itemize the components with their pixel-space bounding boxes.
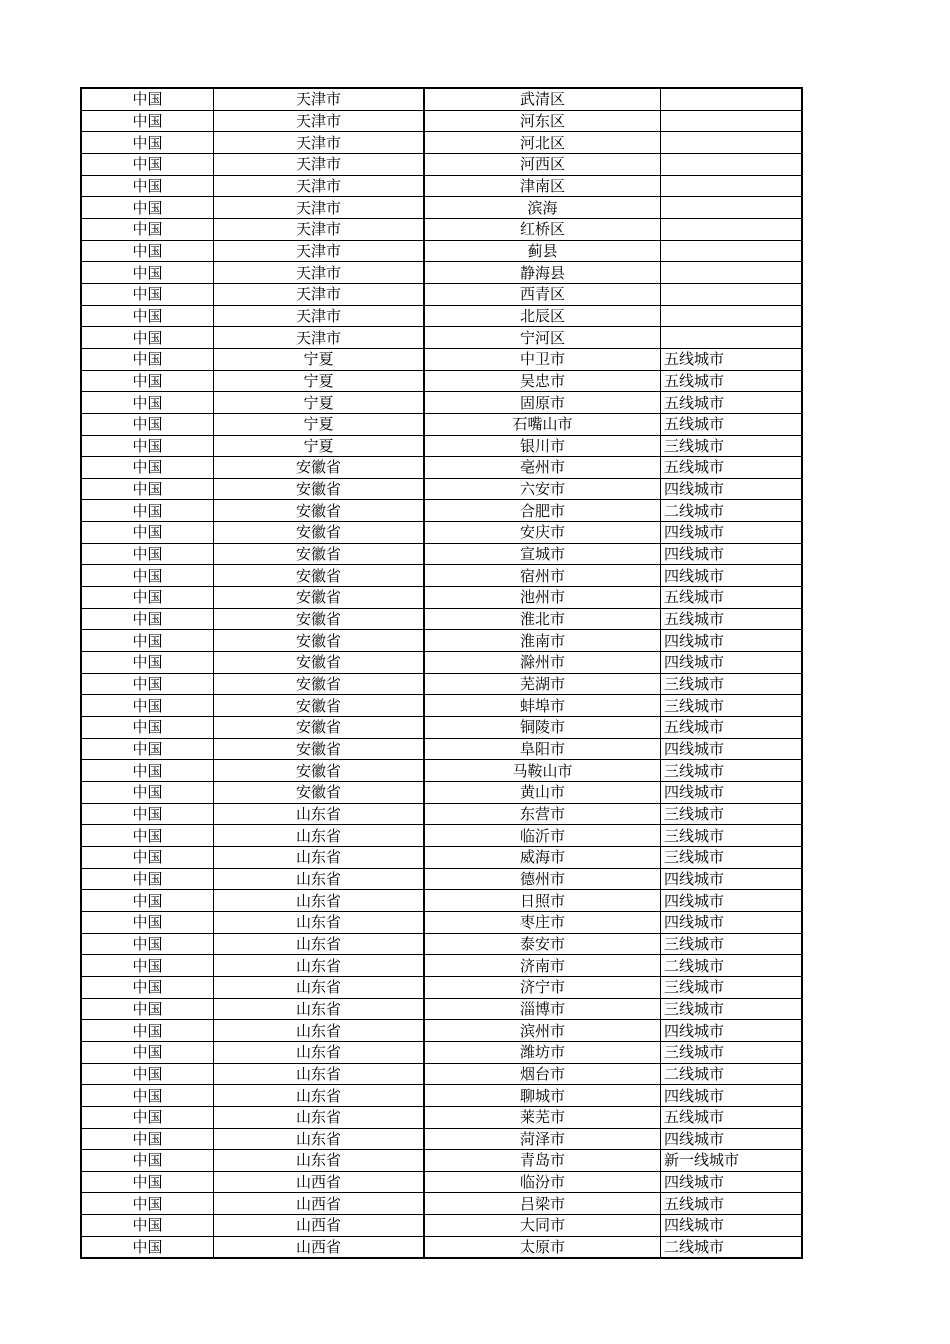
city-cell[interactable]: 马鞍山市 — [424, 760, 661, 782]
tier-cell[interactable]: 五线城市 — [661, 1193, 803, 1215]
country-cell[interactable]: 中国 — [81, 132, 214, 154]
tier-cell[interactable] — [661, 153, 803, 175]
table-row — [81, 457, 802, 479]
tier-cell[interactable]: 五线城市 — [661, 370, 803, 392]
table-row — [81, 392, 802, 414]
country-cell[interactable]: 中国 — [81, 1236, 214, 1258]
country-cell[interactable]: 中国 — [81, 327, 214, 349]
country-cell[interactable]: 中国 — [81, 175, 214, 197]
tier-cell[interactable]: 三线城市 — [661, 825, 803, 847]
province-cell[interactable]: 山东省 — [214, 825, 425, 847]
country-cell[interactable]: 中国 — [81, 695, 214, 717]
country-cell[interactable]: 中国 — [81, 565, 214, 587]
city-cell[interactable]: 中卫市 — [424, 348, 661, 370]
country-cell[interactable]: 中国 — [81, 392, 214, 414]
country-cell[interactable]: 中国 — [81, 630, 214, 652]
tier-cell[interactable] — [661, 132, 803, 154]
tier-cell[interactable]: 五线城市 — [661, 392, 803, 414]
country-cell[interactable]: 中国 — [81, 197, 214, 219]
country-cell[interactable]: 中国 — [81, 1041, 214, 1063]
province-cell[interactable]: 安徽省 — [214, 478, 425, 500]
tier-cell[interactable]: 四线城市 — [661, 543, 803, 565]
table-row — [81, 933, 802, 955]
province-cell[interactable]: 山东省 — [214, 976, 425, 998]
table-row — [81, 652, 802, 674]
city-cell[interactable]: 枣庄市 — [424, 911, 661, 933]
country-cell[interactable]: 中国 — [81, 522, 214, 544]
tier-cell[interactable] — [661, 240, 803, 262]
table-row — [81, 587, 802, 609]
table-row — [81, 218, 802, 240]
province-cell[interactable]: 山东省 — [214, 1041, 425, 1063]
province-cell[interactable]: 安徽省 — [214, 608, 425, 630]
country-cell[interactable]: 中国 — [81, 1193, 214, 1215]
city-cell[interactable]: 济南市 — [424, 955, 661, 977]
city-cell[interactable]: 西青区 — [424, 283, 661, 305]
country-cell[interactable]: 中国 — [81, 500, 214, 522]
country-cell[interactable]: 中国 — [81, 846, 214, 868]
table-row — [81, 782, 802, 804]
table-row — [81, 522, 802, 544]
province-cell[interactable]: 山西省 — [214, 1215, 425, 1237]
table-row — [81, 305, 802, 327]
country-cell[interactable]: 中国 — [81, 457, 214, 479]
city-cell[interactable]: 青岛市 — [424, 1150, 661, 1172]
table-row — [81, 760, 802, 782]
province-cell[interactable]: 山东省 — [214, 803, 425, 825]
country-cell[interactable]: 中国 — [81, 413, 214, 435]
table-row — [81, 803, 802, 825]
province-cell[interactable]: 安徽省 — [214, 587, 425, 609]
table-row — [81, 110, 802, 132]
city-cell[interactable]: 石嘴山市 — [424, 413, 661, 435]
city-cell[interactable]: 滨州市 — [424, 1020, 661, 1042]
city-cell[interactable]: 铜陵市 — [424, 717, 661, 739]
city-cell[interactable]: 吴忠市 — [424, 370, 661, 392]
province-cell[interactable]: 山东省 — [214, 998, 425, 1020]
province-cell[interactable]: 天津市 — [214, 262, 425, 284]
tier-cell[interactable]: 二线城市 — [661, 955, 803, 977]
province-cell[interactable]: 天津市 — [214, 153, 425, 175]
city-cell[interactable]: 济宁市 — [424, 976, 661, 998]
province-cell[interactable]: 天津市 — [214, 327, 425, 349]
country-cell[interactable]: 中国 — [81, 348, 214, 370]
country-cell[interactable]: 中国 — [81, 803, 214, 825]
table-row — [81, 435, 802, 457]
province-cell[interactable]: 安徽省 — [214, 652, 425, 674]
table-row — [81, 153, 802, 175]
table-row — [81, 1150, 802, 1172]
city-cell[interactable]: 河东区 — [424, 110, 661, 132]
city-cell[interactable]: 聊城市 — [424, 1085, 661, 1107]
tier-cell[interactable]: 二线城市 — [661, 500, 803, 522]
city-cell[interactable]: 芜湖市 — [424, 673, 661, 695]
country-cell[interactable]: 中国 — [81, 543, 214, 565]
country-cell[interactable]: 中国 — [81, 218, 214, 240]
city-cell[interactable]: 吕梁市 — [424, 1193, 661, 1215]
country-cell[interactable]: 中国 — [81, 933, 214, 955]
tier-cell[interactable]: 四线城市 — [661, 1085, 803, 1107]
province-cell[interactable]: 安徽省 — [214, 500, 425, 522]
country-cell[interactable]: 中国 — [81, 1106, 214, 1128]
city-cell[interactable]: 太原市 — [424, 1236, 661, 1258]
table-row — [81, 283, 802, 305]
tier-cell[interactable]: 三线城市 — [661, 976, 803, 998]
country-cell[interactable]: 中国 — [81, 717, 214, 739]
tier-cell[interactable]: 三线城市 — [661, 673, 803, 695]
province-cell[interactable]: 宁夏 — [214, 348, 425, 370]
country-cell[interactable]: 中国 — [81, 478, 214, 500]
province-cell[interactable]: 山东省 — [214, 868, 425, 890]
province-cell[interactable]: 山西省 — [214, 1193, 425, 1215]
country-cell[interactable]: 中国 — [81, 1128, 214, 1150]
province-cell[interactable]: 安徽省 — [214, 760, 425, 782]
tier-cell[interactable] — [661, 88, 803, 110]
table-row — [81, 1236, 802, 1258]
province-cell[interactable]: 宁夏 — [214, 413, 425, 435]
province-cell[interactable]: 安徽省 — [214, 522, 425, 544]
country-cell[interactable]: 中国 — [81, 305, 214, 327]
table-row — [81, 998, 802, 1020]
country-cell[interactable]: 中国 — [81, 587, 214, 609]
city-cell[interactable]: 合肥市 — [424, 500, 661, 522]
table-row — [81, 695, 802, 717]
province-cell[interactable]: 山东省 — [214, 933, 425, 955]
city-cell[interactable]: 泰安市 — [424, 933, 661, 955]
tier-cell[interactable]: 三线城市 — [661, 760, 803, 782]
city-cell[interactable]: 蚌埠市 — [424, 695, 661, 717]
city-cell[interactable]: 威海市 — [424, 846, 661, 868]
city-cell[interactable]: 烟台市 — [424, 1063, 661, 1085]
tier-cell[interactable] — [661, 283, 803, 305]
province-cell[interactable]: 山东省 — [214, 955, 425, 977]
tier-cell[interactable]: 四线城市 — [661, 782, 803, 804]
tier-cell[interactable] — [661, 218, 803, 240]
tier-cell[interactable]: 五线城市 — [661, 1106, 803, 1128]
country-cell[interactable]: 中国 — [81, 911, 214, 933]
tier-cell[interactable]: 五线城市 — [661, 457, 803, 479]
tier-cell[interactable]: 五线城市 — [661, 413, 803, 435]
province-cell[interactable]: 安徽省 — [214, 717, 425, 739]
city-cell[interactable]: 淄博市 — [424, 998, 661, 1020]
country-cell[interactable]: 中国 — [81, 738, 214, 760]
tier-cell[interactable]: 四线城市 — [661, 565, 803, 587]
province-cell[interactable]: 安徽省 — [214, 738, 425, 760]
tier-cell[interactable]: 四线城市 — [661, 630, 803, 652]
city-cell[interactable]: 德州市 — [424, 868, 661, 890]
table-row — [81, 565, 802, 587]
city-cell[interactable]: 池州市 — [424, 587, 661, 609]
table-row — [81, 868, 802, 890]
country-cell[interactable]: 中国 — [81, 283, 214, 305]
province-cell[interactable]: 安徽省 — [214, 630, 425, 652]
province-cell[interactable]: 山东省 — [214, 890, 425, 912]
table-row — [81, 500, 802, 522]
province-cell[interactable]: 山东省 — [214, 1063, 425, 1085]
country-cell[interactable]: 中国 — [81, 1085, 214, 1107]
city-cell[interactable]: 武清区 — [424, 88, 661, 110]
city-cell[interactable]: 莱芜市 — [424, 1106, 661, 1128]
table-row — [81, 240, 802, 262]
province-cell[interactable]: 安徽省 — [214, 673, 425, 695]
table-row — [81, 543, 802, 565]
country-cell[interactable]: 中国 — [81, 673, 214, 695]
city-cell[interactable]: 临沂市 — [424, 825, 661, 847]
city-cell[interactable]: 固原市 — [424, 392, 661, 414]
table-row — [81, 630, 802, 652]
tier-cell[interactable]: 三线城市 — [661, 1041, 803, 1063]
tier-cell[interactable]: 四线城市 — [661, 1215, 803, 1237]
city-cell[interactable]: 河西区 — [424, 153, 661, 175]
tier-cell[interactable]: 二线城市 — [661, 1063, 803, 1085]
tier-cell[interactable]: 四线城市 — [661, 522, 803, 544]
country-cell[interactable]: 中国 — [81, 1150, 214, 1172]
tier-cell[interactable]: 新一线城市 — [661, 1150, 803, 1172]
table-row — [81, 370, 802, 392]
city-cell[interactable]: 静海县 — [424, 262, 661, 284]
tier-cell[interactable]: 四线城市 — [661, 1128, 803, 1150]
province-cell[interactable]: 天津市 — [214, 197, 425, 219]
province-cell[interactable]: 安徽省 — [214, 565, 425, 587]
city-cell[interactable]: 河北区 — [424, 132, 661, 154]
province-cell[interactable]: 安徽省 — [214, 457, 425, 479]
city-cell[interactable]: 宁河区 — [424, 327, 661, 349]
city-cell[interactable]: 亳州市 — [424, 457, 661, 479]
tier-cell[interactable]: 五线城市 — [661, 348, 803, 370]
country-cell[interactable]: 中国 — [81, 782, 214, 804]
province-cell[interactable]: 山东省 — [214, 1020, 425, 1042]
table-row — [81, 348, 802, 370]
province-cell[interactable]: 山东省 — [214, 1128, 425, 1150]
table-row — [81, 478, 802, 500]
country-cell[interactable]: 中国 — [81, 890, 214, 912]
city-cell[interactable]: 淮北市 — [424, 608, 661, 630]
country-cell[interactable]: 中国 — [81, 955, 214, 977]
province-cell[interactable]: 安徽省 — [214, 695, 425, 717]
table-row — [81, 1215, 802, 1237]
table-row — [81, 846, 802, 868]
table-row — [81, 825, 802, 847]
city-tier-table — [80, 87, 803, 1259]
city-cell[interactable]: 日照市 — [424, 890, 661, 912]
city-cell[interactable]: 蓟县 — [424, 240, 661, 262]
province-cell[interactable]: 宁夏 — [214, 370, 425, 392]
tier-cell[interactable]: 四线城市 — [661, 738, 803, 760]
table-row — [81, 1063, 802, 1085]
province-cell[interactable]: 宁夏 — [214, 392, 425, 414]
province-cell[interactable]: 山西省 — [214, 1236, 425, 1258]
country-cell[interactable]: 中国 — [81, 240, 214, 262]
table-body — [81, 88, 802, 1258]
country-cell[interactable]: 中国 — [81, 998, 214, 1020]
city-cell[interactable]: 红桥区 — [424, 218, 661, 240]
province-cell[interactable]: 山东省 — [214, 911, 425, 933]
city-cell[interactable]: 黄山市 — [424, 782, 661, 804]
table-row — [81, 262, 802, 284]
tier-cell[interactable]: 三线城市 — [661, 846, 803, 868]
tier-cell[interactable] — [661, 197, 803, 219]
province-cell[interactable]: 天津市 — [214, 218, 425, 240]
country-cell[interactable]: 中国 — [81, 110, 214, 132]
country-cell[interactable]: 中国 — [81, 1020, 214, 1042]
city-cell[interactable]: 阜阳市 — [424, 738, 661, 760]
table-row — [81, 890, 802, 912]
tier-cell[interactable]: 五线城市 — [661, 717, 803, 739]
table-row — [81, 1106, 802, 1128]
province-cell[interactable]: 天津市 — [214, 175, 425, 197]
table-row — [81, 911, 802, 933]
city-cell[interactable]: 临汾市 — [424, 1171, 661, 1193]
city-cell[interactable]: 滨海 — [424, 197, 661, 219]
tier-cell[interactable]: 三线城市 — [661, 435, 803, 457]
country-cell[interactable]: 中国 — [81, 825, 214, 847]
tier-cell[interactable]: 四线城市 — [661, 1020, 803, 1042]
province-cell[interactable]: 山东省 — [214, 1106, 425, 1128]
tier-cell[interactable]: 三线城市 — [661, 998, 803, 1020]
table-row — [81, 1171, 802, 1193]
city-cell[interactable]: 北辰区 — [424, 305, 661, 327]
tier-cell[interactable]: 四线城市 — [661, 1171, 803, 1193]
province-cell[interactable]: 天津市 — [214, 305, 425, 327]
tier-cell[interactable]: 四线城市 — [661, 652, 803, 674]
country-cell[interactable]: 中国 — [81, 760, 214, 782]
province-cell[interactable]: 宁夏 — [214, 435, 425, 457]
tier-cell[interactable]: 四线城市 — [661, 478, 803, 500]
province-cell[interactable]: 安徽省 — [214, 543, 425, 565]
table-row — [81, 717, 802, 739]
province-cell[interactable]: 山东省 — [214, 846, 425, 868]
tier-cell[interactable]: 四线城市 — [661, 890, 803, 912]
country-cell[interactable]: 中国 — [81, 1215, 214, 1237]
country-cell[interactable]: 中国 — [81, 435, 214, 457]
table-row — [81, 1085, 802, 1107]
tier-cell[interactable]: 三线城市 — [661, 803, 803, 825]
tier-cell[interactable]: 五线城市 — [661, 608, 803, 630]
country-cell[interactable]: 中国 — [81, 976, 214, 998]
table-row — [81, 1020, 802, 1042]
table-row — [81, 673, 802, 695]
city-cell[interactable]: 安庆市 — [424, 522, 661, 544]
country-cell[interactable]: 中国 — [81, 608, 214, 630]
tier-cell[interactable] — [661, 110, 803, 132]
province-cell[interactable]: 天津市 — [214, 240, 425, 262]
table-row — [81, 413, 802, 435]
country-cell[interactable]: 中国 — [81, 262, 214, 284]
province-cell[interactable]: 山西省 — [214, 1171, 425, 1193]
city-cell[interactable]: 银川市 — [424, 435, 661, 457]
tier-cell[interactable] — [661, 262, 803, 284]
table-row — [81, 88, 802, 110]
province-cell[interactable]: 山东省 — [214, 1150, 425, 1172]
table-row — [81, 175, 802, 197]
province-cell[interactable]: 安徽省 — [214, 782, 425, 804]
tier-cell[interactable]: 三线城市 — [661, 933, 803, 955]
table-row — [81, 327, 802, 349]
table-row — [81, 1193, 802, 1215]
tier-cell[interactable] — [661, 175, 803, 197]
province-cell[interactable]: 天津市 — [214, 132, 425, 154]
tier-cell[interactable]: 四线城市 — [661, 911, 803, 933]
tier-cell[interactable]: 四线城市 — [661, 868, 803, 890]
province-cell[interactable]: 天津市 — [214, 283, 425, 305]
table-row — [81, 608, 802, 630]
city-cell[interactable]: 六安市 — [424, 478, 661, 500]
tier-cell[interactable]: 五线城市 — [661, 587, 803, 609]
city-cell[interactable]: 津南区 — [424, 175, 661, 197]
country-cell[interactable]: 中国 — [81, 1171, 214, 1193]
province-cell[interactable]: 天津市 — [214, 88, 425, 110]
country-cell[interactable]: 中国 — [81, 652, 214, 674]
tier-cell[interactable]: 二线城市 — [661, 1236, 803, 1258]
country-cell[interactable]: 中国 — [81, 370, 214, 392]
country-cell[interactable]: 中国 — [81, 1063, 214, 1085]
table-row — [81, 976, 802, 998]
country-cell[interactable]: 中国 — [81, 88, 214, 110]
country-cell[interactable]: 中国 — [81, 868, 214, 890]
table-row — [81, 1041, 802, 1063]
province-cell[interactable]: 天津市 — [214, 110, 425, 132]
tier-cell[interactable] — [661, 327, 803, 349]
tier-cell[interactable]: 三线城市 — [661, 695, 803, 717]
tier-cell[interactable] — [661, 305, 803, 327]
city-cell[interactable]: 菏泽市 — [424, 1128, 661, 1150]
city-cell[interactable]: 东营市 — [424, 803, 661, 825]
table-row — [81, 738, 802, 760]
province-cell[interactable]: 山东省 — [214, 1085, 425, 1107]
city-cell[interactable]: 滁州市 — [424, 652, 661, 674]
table-row — [81, 197, 802, 219]
table-row — [81, 1128, 802, 1150]
table-row — [81, 132, 802, 154]
table-row — [81, 955, 802, 977]
city-cell[interactable]: 宿州市 — [424, 565, 661, 587]
city-cell[interactable]: 大同市 — [424, 1215, 661, 1237]
city-cell[interactable]: 潍坊市 — [424, 1041, 661, 1063]
country-cell[interactable]: 中国 — [81, 153, 214, 175]
city-cell[interactable]: 淮南市 — [424, 630, 661, 652]
city-cell[interactable]: 宣城市 — [424, 543, 661, 565]
